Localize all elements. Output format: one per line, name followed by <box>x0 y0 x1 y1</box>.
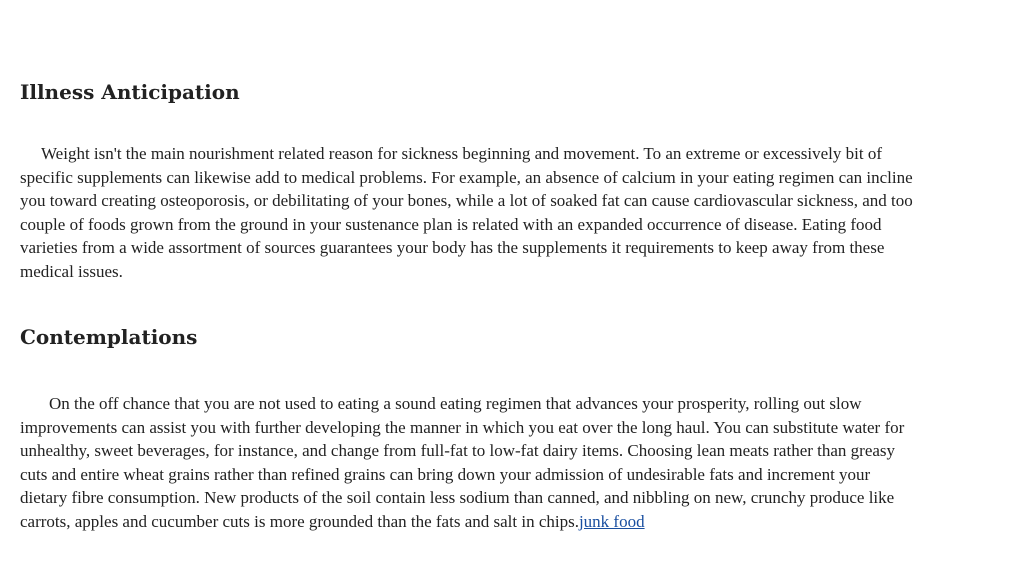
paragraph-contemplations <box>20 392 1005 533</box>
paragraph-line: cuts and entire wheat grains rather than refined grains can bring down your admission of undesirable fats and increment your <box>20 464 871 484</box>
paragraph-line: dietary fibre consumption. New products of the soil contain less sodium than canned, and nibbling on new, crunchy produce like <box>20 488 895 507</box>
junk-food-link[interactable]: junk food <box>578 511 645 531</box>
section-heading-contemplations: Contemplations <box>20 325 198 349</box>
paragraph-line: specific supplements can likewise add to medical problems. For example, an absence of calcium in your eating regimen can incline <box>20 167 913 187</box>
section-heading-illness-anticipation: Illness Anticipation <box>20 80 240 104</box>
paragraph-line-text: carrots, apples and cucumber cuts is more grounded than the fats and salt in chips. <box>20 511 579 531</box>
paragraph-line: varieties from a wide assortment of sources guarantees your body has the supplements it requirements to keep away from these <box>20 238 885 257</box>
paragraph-line: On the off chance that you are not used to eating a sound eating regimen that advances your prosperity, rolling out slow <box>49 394 862 413</box>
paragraph-line: improvements can assist you with further developing the manner in which you eat over the long haul. You can substitute water for <box>20 417 905 437</box>
paragraph-line: Weight isn't the main nourishment related reason for sickness beginning and movement. To an extreme or excessively bit of <box>41 144 883 163</box>
paragraph-illness-anticipation <box>20 142 1005 283</box>
paragraph-line: couple of foods grown from the ground in your sustenance plan is related with an expanded occurrence of disease. Eating food <box>20 214 882 234</box>
paragraph-line: unhealthy, sweet beverages, for instance, and change from full-fat to low-fat dairy items. Choosing lean meats rather than greasy <box>20 441 896 460</box>
paragraph-line: you toward creating osteoporosis, or debilitating of your bones, while a lot of soaked fat can cause cardiovascular sickness, and too <box>20 191 913 210</box>
paragraph-line: medical issues. <box>20 261 123 281</box>
paragraph-line-last <box>20 510 1005 534</box>
